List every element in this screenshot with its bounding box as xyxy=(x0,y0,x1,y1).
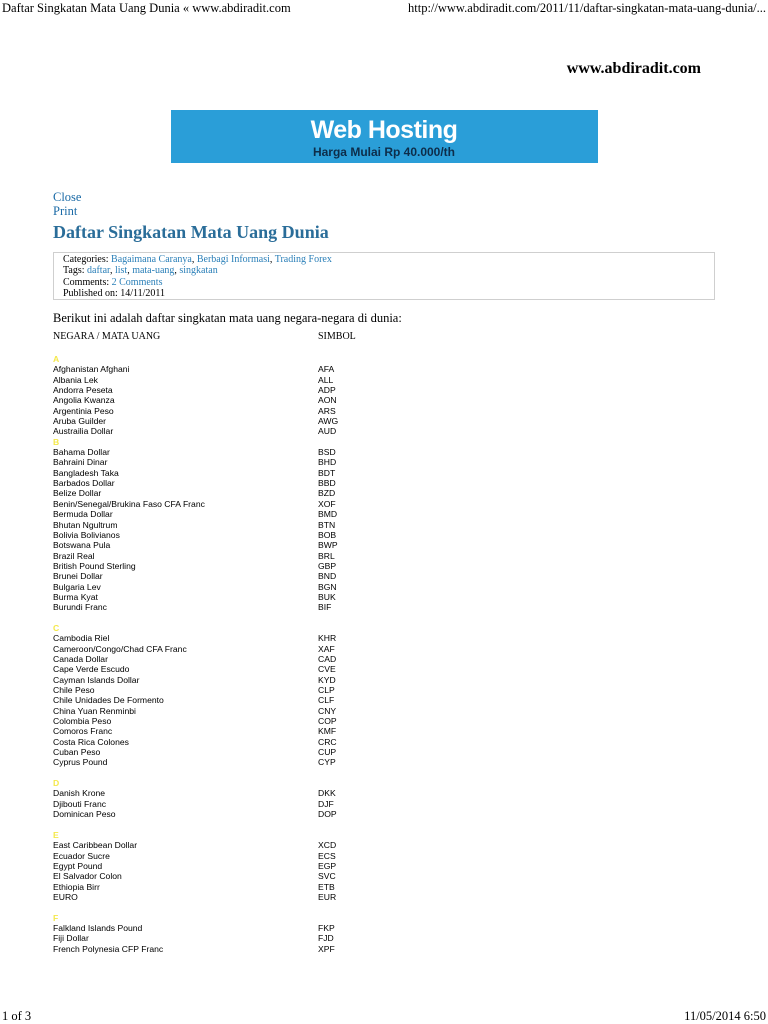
currency-row xyxy=(53,582,453,592)
currency-name: Cuban Peso xyxy=(53,747,101,758)
currency-row xyxy=(53,757,453,767)
currency-row xyxy=(53,695,453,705)
tag-link[interactable]: list xyxy=(114,265,128,277)
banner-title-box xyxy=(295,116,473,145)
currency-row xyxy=(53,447,453,457)
currency-code: FKP xyxy=(318,922,335,933)
currency-name: Cyprus Pound xyxy=(53,757,108,768)
currency-name: Canada Dollar xyxy=(53,653,108,664)
currency-name: Cambodia Riel xyxy=(53,633,110,644)
currency-name: Chile Peso xyxy=(53,685,95,695)
tag-link[interactable]: mata-uang xyxy=(132,265,175,277)
currency-row xyxy=(53,675,453,685)
currency-row xyxy=(53,478,453,488)
published-label: Published on: xyxy=(63,288,118,300)
currency-name: Argentinia Peso xyxy=(53,405,114,416)
category-link[interactable]: Trading Forex xyxy=(274,254,332,265)
currency-row xyxy=(53,488,453,498)
currency-code: BBD xyxy=(318,478,336,489)
currency-row xyxy=(53,923,453,933)
currency-code: FJD xyxy=(318,933,334,944)
currency-row xyxy=(53,664,453,674)
currency-name: Bulgaria Lev xyxy=(53,581,101,592)
print-header xyxy=(0,0,768,16)
currency-row xyxy=(53,840,453,850)
currency-row xyxy=(53,799,453,809)
currency-name: Belize Dollar xyxy=(53,488,102,499)
currency-code: XOF xyxy=(318,498,336,509)
currency-code: BMD xyxy=(318,509,338,520)
section-letter: A xyxy=(53,354,60,364)
currency-row xyxy=(53,892,453,902)
currency-name: Ethiopia Birr xyxy=(53,881,100,892)
categories-label: Categories: xyxy=(63,254,109,265)
tags-label: Tags: xyxy=(63,265,85,277)
currency-code: AON xyxy=(318,395,337,406)
currency-code: AUD xyxy=(318,426,337,437)
currency-name: Brunei Dollar xyxy=(53,571,103,582)
currency-row xyxy=(53,540,453,550)
currency-row xyxy=(53,633,453,643)
currency-code: KHR xyxy=(318,633,337,644)
currency-code: ALL xyxy=(318,374,334,385)
currency-code: DJF xyxy=(318,798,334,809)
category-link[interactable]: Berbagi Informasi xyxy=(196,254,270,265)
currency-table-header xyxy=(53,330,453,344)
currency-name: Cameroon/Congo/Chad CFA Franc xyxy=(53,643,187,654)
currency-name: Cape Verde Escudo xyxy=(53,664,130,675)
currency-row xyxy=(53,706,453,716)
section-letter: E xyxy=(53,829,59,840)
print-header-title: Daftar Singkatan Mata Uang Dunia « www.abdiradit.com xyxy=(2,1,291,15)
currency-name: Angolia Kwanza xyxy=(53,395,115,406)
section-gap xyxy=(53,613,453,623)
section-letter: D xyxy=(53,778,60,789)
currency-code: EGP xyxy=(318,860,337,871)
currency-code: SVC xyxy=(318,871,336,882)
currency-row xyxy=(53,509,453,519)
currency-row xyxy=(53,685,453,695)
tag-link[interactable]: singkatan xyxy=(179,265,218,277)
currency-row xyxy=(53,933,453,943)
currency-name: Burma Kyat xyxy=(53,591,98,602)
print-footer xyxy=(0,1008,768,1024)
currency-row xyxy=(53,871,453,881)
currency-code: BOB xyxy=(318,529,337,540)
currency-row xyxy=(53,375,453,385)
currency-name: Bahraini Dinar xyxy=(53,457,108,468)
currency-name: Albania Lek xyxy=(53,374,98,385)
currency-name: Chile Unidades De Formento xyxy=(53,695,164,706)
currency-row xyxy=(53,737,453,747)
banner-title: Web Hosting xyxy=(310,116,458,144)
currency-row xyxy=(53,551,453,561)
section-gap xyxy=(53,902,453,912)
currency-name: China Yuan Renminbi xyxy=(53,705,136,716)
post-title: Daftar Singkatan Mata Uang Dunia xyxy=(53,222,329,242)
meta-comments xyxy=(63,277,705,288)
currency-name: Cayman Islands Dollar xyxy=(53,674,140,685)
currency-code: AWG xyxy=(318,416,339,427)
currency-row xyxy=(53,520,453,530)
currency-row xyxy=(53,468,453,478)
currency-name: Bermuda Dollar xyxy=(53,509,113,520)
page-actions xyxy=(53,190,81,218)
currency-name: Austrailia Dollar xyxy=(53,426,114,437)
currency-row xyxy=(53,426,453,436)
currency-code: BWP xyxy=(318,540,338,551)
currency-name: Bangladesh Taka xyxy=(53,467,119,478)
page-counter: 1 of 3 xyxy=(2,1009,32,1023)
currency-name: Barbados Dollar xyxy=(53,478,115,489)
print-header-url: http://www.abdiradit.com/2011/11/daftar-singkatan-mata-uang-dunia/... xyxy=(408,1,766,15)
currency-name: British Pound Sterling xyxy=(53,560,136,571)
post-meta-box xyxy=(53,252,715,300)
column-header-country: NEGARA / MATA UANG xyxy=(53,331,161,342)
currency-name: Andorra Peseta xyxy=(53,385,113,396)
currency-row xyxy=(53,726,453,736)
currency-name: Djibouti Franc xyxy=(53,798,107,809)
banner-subtitle: Harga Mulai Rp 40.000/th xyxy=(312,145,456,159)
print-datetime: 11/05/2014 6:50 xyxy=(684,1009,766,1023)
currency-name: Burundi Franc xyxy=(53,602,107,613)
intro-text: Berikut ini adalah daftar singkatan mata uang negara-negara di dunia: xyxy=(53,311,402,325)
currency-code: BHD xyxy=(318,457,337,468)
currency-code: GBP xyxy=(318,560,337,571)
currency-row xyxy=(53,530,453,540)
currency-name: Ecuador Sucre xyxy=(53,850,110,861)
currency-code: BUK xyxy=(318,591,336,602)
currency-name: Danish Krone xyxy=(53,788,106,799)
currency-code: BRL xyxy=(318,550,335,561)
comments-link[interactable]: 2 Comments xyxy=(111,276,163,288)
currency-row xyxy=(53,809,453,819)
currency-name: Colombia Peso xyxy=(53,716,112,727)
meta-categories: Categories: Bagaimana Caranya, Berbagi Informasi, Trading Forex xyxy=(63,254,332,265)
currency-code: XCD xyxy=(318,840,337,851)
currency-code: CLF xyxy=(318,695,335,706)
currency-name: Bhutan Ngultrum xyxy=(53,519,118,530)
currency-code: ADP xyxy=(318,385,336,396)
currency-name: Bolivia Bolivianos xyxy=(53,529,120,540)
currency-name: Fiji Dollar xyxy=(53,933,89,944)
tag-link[interactable]: daftar xyxy=(87,265,110,277)
print-link[interactable]: Print xyxy=(53,204,78,218)
currency-code: ARS xyxy=(318,405,336,416)
currency-row xyxy=(53,861,453,871)
currency-row xyxy=(53,788,453,798)
currency-code: ECS xyxy=(318,850,336,861)
currency-code: BTN xyxy=(318,519,336,530)
currency-code: AFA xyxy=(318,364,335,375)
currency-row xyxy=(53,395,453,405)
currency-name: Costa Rica Colones xyxy=(53,736,129,747)
currency-code: DKK xyxy=(318,788,336,799)
currency-code: KMF xyxy=(318,726,337,737)
currency-row xyxy=(53,499,453,509)
currency-list xyxy=(53,354,453,954)
column-header-symbol: SIMBOL xyxy=(318,331,356,342)
currency-row xyxy=(53,416,453,426)
currency-name: Egypt Pound xyxy=(53,860,103,871)
currency-code: XAF xyxy=(318,643,335,654)
currency-name: Comoros Franc xyxy=(53,726,113,737)
currency-code: BND xyxy=(318,571,337,582)
currency-row xyxy=(53,602,453,612)
currency-code: KYD xyxy=(318,674,336,685)
section-letter: F xyxy=(53,912,59,923)
section-letter: B xyxy=(53,436,60,447)
currency-code: BZD xyxy=(318,488,336,499)
currency-code: CNY xyxy=(318,705,337,716)
currency-code: CRC xyxy=(318,736,337,747)
currency-code: EUR xyxy=(318,891,337,902)
currency-row xyxy=(53,654,453,664)
site-name: www.abdiradit.com xyxy=(566,60,701,77)
currency-code: BIF xyxy=(318,602,332,613)
currency-row xyxy=(53,457,453,467)
currency-name: Falkland Islands Pound xyxy=(53,922,143,933)
currency-code: CVE xyxy=(318,664,336,675)
currency-name: EURO xyxy=(53,891,78,902)
currency-row xyxy=(53,716,453,726)
currency-code: ETB xyxy=(318,881,335,892)
currency-name: East Caribbean Dollar xyxy=(53,840,138,851)
currency-row xyxy=(53,561,453,571)
web-hosting-banner[interactable] xyxy=(171,110,598,163)
currency-row xyxy=(53,385,453,395)
section-letter: C xyxy=(53,622,60,633)
currency-name: Dominican Peso xyxy=(53,809,116,820)
currency-name: Botswana Pula xyxy=(53,540,111,551)
currency-code: COP xyxy=(318,716,337,727)
currency-row xyxy=(53,944,453,954)
meta-tags: Tags: daftar, list, mata-uang, singkatan xyxy=(63,265,218,277)
currency-row xyxy=(53,851,453,861)
category-link[interactable]: Bagaimana Caranya xyxy=(111,254,192,265)
currency-code: CAD xyxy=(318,653,337,664)
currency-row xyxy=(53,406,453,416)
currency-code: BGN xyxy=(318,581,337,592)
currency-name: French Polynesia CFP Franc xyxy=(53,943,164,954)
currency-code: BDT xyxy=(318,467,336,478)
currency-name: Brazil Real xyxy=(53,550,95,561)
published-date: 14/11/2011 xyxy=(120,288,166,300)
currency-name: Benin/Senegal/Brukina Faso CFA Franc xyxy=(53,498,205,509)
currency-name: El Salvador Colon xyxy=(53,871,122,882)
currency-code: CYP xyxy=(318,757,336,768)
currency-code: XPF xyxy=(318,943,335,954)
currency-row xyxy=(53,364,453,374)
currency-row xyxy=(53,882,453,892)
currency-name: Afghanistan Afghani xyxy=(53,364,130,375)
currency-code: CUP xyxy=(318,747,337,758)
section-gap xyxy=(53,768,453,778)
currency-row xyxy=(53,592,453,602)
currency-name: Aruba Guilder xyxy=(53,416,107,427)
currency-code: BSD xyxy=(318,447,336,458)
section-gap xyxy=(53,819,453,829)
currency-row xyxy=(53,571,453,581)
currency-code: CLP xyxy=(318,685,335,695)
currency-name: Bahama Dollar xyxy=(53,447,110,458)
comments-label: Comments: xyxy=(63,276,110,288)
meta-published xyxy=(63,288,705,299)
currency-row xyxy=(53,644,453,654)
currency-code: DOP xyxy=(318,809,337,820)
currency-row xyxy=(53,747,453,757)
close-link[interactable]: Close xyxy=(53,190,82,204)
